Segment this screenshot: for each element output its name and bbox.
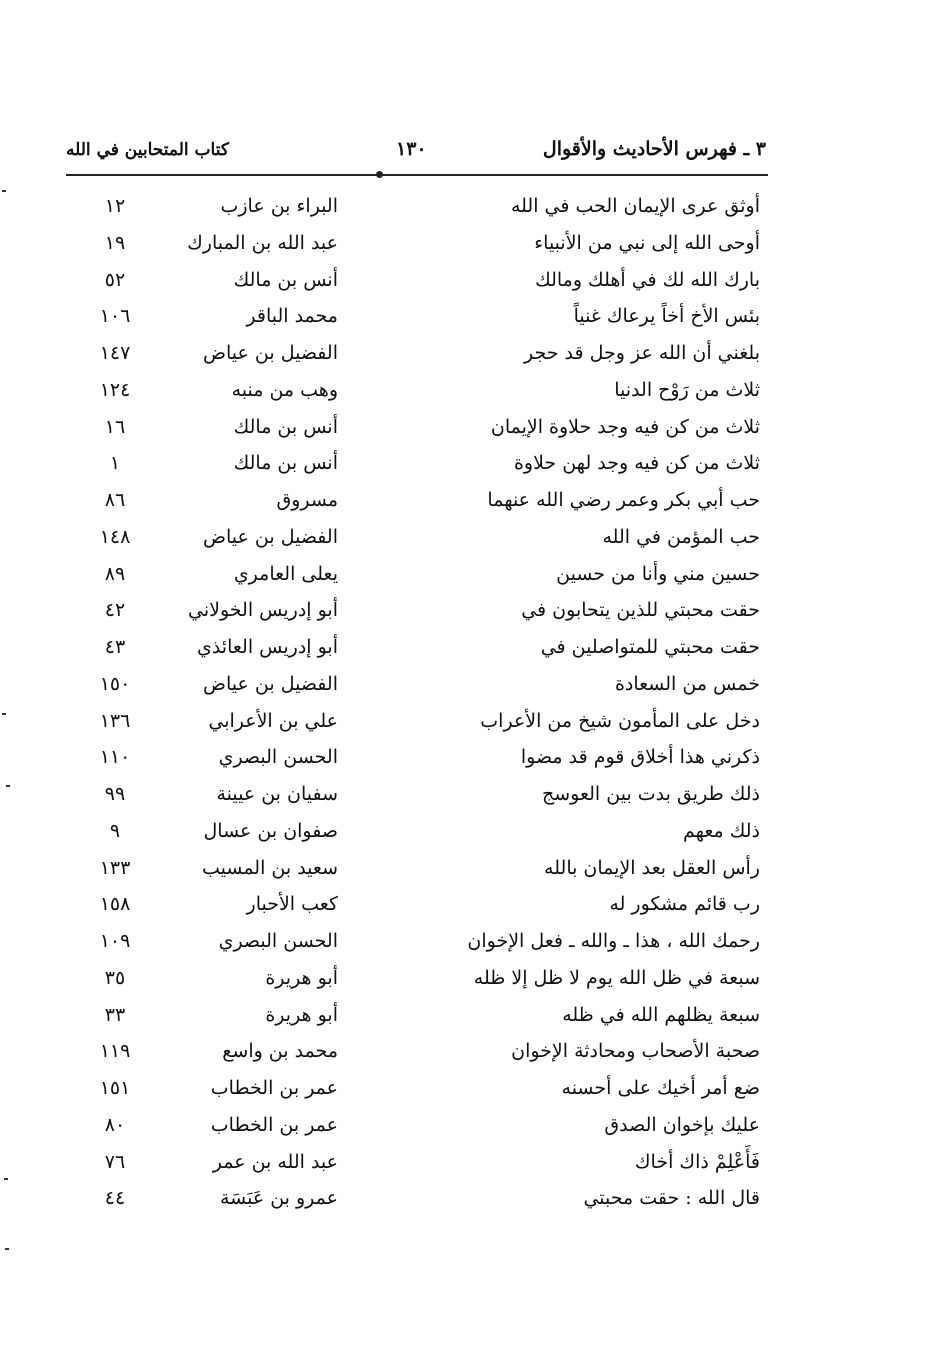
index-entry: [80, 1107, 760, 1144]
page-reference: ١: [109, 452, 121, 475]
index-entry: [80, 1070, 760, 1107]
narrator-name: عمر بن الخطاب: [210, 1113, 338, 1136]
page-reference: ١٠٩: [99, 930, 131, 952]
narrator-name: أبو إدريس الخولاني: [188, 599, 338, 622]
index-entry: [80, 262, 760, 299]
index-entry: [80, 703, 760, 740]
saying-text: سبعة يظلهم الله في ظله: [562, 1003, 760, 1026]
index-entry: [80, 1180, 760, 1217]
page-reference: ٣٥: [104, 966, 126, 989]
saying-text: حب أبي بكر وعمر رضي الله عنهما: [487, 489, 760, 511]
saying-text: ذلك طريق بدت بين العوسج: [541, 783, 760, 805]
index-entry: [80, 445, 760, 482]
scan-mark: [2, 713, 6, 715]
page-reference: ١٦: [104, 415, 126, 438]
saying-text: دخل على المأمون شيخ من الأعراب: [480, 709, 760, 732]
page-reference: ١٥١: [99, 1077, 131, 1099]
index-entry: [80, 335, 760, 372]
header-rule: [66, 174, 768, 176]
saying-text: ثلاث من كن فيه وجد حلاوة الإيمان: [490, 415, 760, 438]
index-entry: [80, 813, 760, 850]
narrator-name: علي بن الأعرابي: [208, 709, 338, 732]
scan-mark: [6, 785, 10, 787]
page-reference: ٣٣: [104, 1003, 126, 1026]
page-number: ١٣٠: [396, 138, 427, 160]
narrator-name: أبو هريرة: [265, 966, 338, 989]
saying-text: بلغني أن الله عز وجل قد حجر: [523, 342, 760, 364]
page-reference: ٤٢: [104, 599, 126, 622]
index-entry: [80, 997, 760, 1034]
index-entry: [80, 482, 760, 519]
saying-text: ذكرني هذا أخلاق قوم قد مضوا: [520, 746, 760, 769]
saying-text: ضع أمر أخيك على أحسنه: [561, 1077, 760, 1099]
narrator-name: مسروق: [276, 489, 338, 511]
index-entry: [80, 739, 760, 776]
narrator-name: عبد الله بن عمر: [212, 1150, 338, 1173]
page-reference: ١٣٦: [99, 709, 131, 732]
saying-text: رأس العقل بعد الإيمان بالله: [544, 856, 760, 879]
narrator-name: يعلى العامري: [233, 562, 338, 585]
page-reference: ١٩: [104, 231, 126, 254]
index-entry: [80, 1033, 760, 1070]
saying-text: صحبة الأصحاب ومحادثة الإخوان: [511, 1040, 760, 1063]
index-entry: [80, 629, 760, 666]
page-reference: ٨٩: [104, 562, 126, 585]
saying-text: بئس الأخ أخاً يرعاك غنياً: [573, 305, 760, 328]
saying-text: قال الله : حقت محبتي: [583, 1187, 760, 1210]
saying-text: حسين مني وأنا من حسين: [556, 562, 760, 585]
page-reference: ١١٠: [99, 746, 131, 769]
page-reference: ١٤٨: [99, 525, 131, 548]
scan-mark: [2, 190, 6, 192]
page-reference: ١٤٧: [99, 342, 131, 364]
narrator-name: كعب الأحبار: [246, 893, 338, 916]
page-reference: ٧٦: [104, 1150, 126, 1173]
saying-text: حقت محبتي للمتواصلين في: [540, 636, 760, 658]
narrator-name: سفيان بن عيينة: [216, 783, 338, 805]
saying-text: أوحى الله إلى نبي من الأنبياء: [534, 231, 760, 254]
page-reference: ٥٢: [104, 268, 126, 291]
narrator-name: عمرو بن عَبَسَة: [219, 1187, 338, 1210]
book-title: كتاب المتحابين في الله: [66, 140, 229, 160]
index-entry: [80, 850, 760, 887]
narrator-name: الفضيل بن عياض: [203, 672, 338, 695]
index-entry: [80, 776, 760, 813]
page-reference: ١٠٦: [99, 305, 131, 328]
page-reference: ١٥٨: [99, 893, 131, 916]
saying-text: حب المؤمن في الله: [602, 525, 760, 548]
narrator-name: أنس بن مالك: [233, 452, 338, 475]
narrator-name: عبد الله بن المبارك: [187, 231, 338, 254]
index-entry: [80, 886, 760, 923]
saying-text: فَأَعْلِمْ ذاك أخاك: [634, 1150, 760, 1173]
page-reference: ٤٣: [104, 636, 126, 658]
narrator-name: محمد بن واسع: [222, 1040, 338, 1063]
page-reference: ٨٦: [104, 489, 126, 511]
narrator-name: سعيد بن المسيب: [201, 856, 338, 879]
page-reference: ١١٩: [99, 1040, 131, 1063]
index-list: [80, 188, 760, 1217]
index-entry: [80, 666, 760, 703]
index-entry: [80, 923, 760, 960]
index-entry: [80, 409, 760, 446]
section-title: ٣ ـ فهرس الأحاديث والأقوال: [542, 138, 766, 160]
index-entry: [80, 372, 760, 409]
header-rule-dot: [376, 171, 383, 178]
narrator-name: الفضيل بن عياض: [203, 342, 338, 364]
saying-text: ذلك معهم: [682, 819, 760, 842]
page-reference: ١٥٠: [99, 672, 131, 695]
saying-text: خمس من السعادة: [614, 672, 760, 695]
narrator-name: الحسن البصري: [218, 746, 338, 769]
saying-text: بارك الله لك في أهلك ومالك: [535, 268, 760, 291]
scan-mark: [5, 1248, 9, 1250]
narrator-name: أبو إدريس العائذي: [196, 636, 338, 658]
saying-text: رب قائم مشكور له: [609, 893, 760, 916]
narrator-name: الفضيل بن عياض: [203, 525, 338, 548]
index-entry: [80, 188, 760, 225]
saying-text: سبعة في ظل الله يوم لا ظل إلا ظله: [473, 966, 760, 989]
saying-text: أوثق عرى الإيمان الحب في الله: [510, 195, 760, 217]
index-entry: [80, 225, 760, 262]
index-entry: [80, 298, 760, 335]
narrator-name: أنس بن مالك: [233, 415, 338, 438]
narrator-name: عمر بن الخطاب: [210, 1077, 338, 1099]
page-reference: ١٣٣: [99, 856, 131, 879]
page-reference: ٩: [109, 819, 121, 842]
page-reference: ٩٩: [104, 783, 126, 805]
narrator-name: أنس بن مالك: [233, 268, 338, 291]
saying-text: عليك بإخوان الصدق: [604, 1113, 760, 1136]
saying-text: ثلاث من رَوْح الدنيا: [614, 378, 760, 401]
index-entry: [80, 592, 760, 629]
narrator-name: الحسن البصري: [218, 930, 338, 952]
index-entry: [80, 1144, 760, 1181]
page-reference: ٨٠: [104, 1113, 126, 1136]
narrator-name: أبو هريرة: [265, 1003, 338, 1026]
narrator-name: البراء بن عازب: [220, 195, 338, 217]
scan-mark: [4, 1178, 8, 1180]
page-reference: ٤٤: [104, 1187, 126, 1210]
index-entry: [80, 960, 760, 997]
page-reference: ١٢: [104, 195, 126, 217]
index-entry: [80, 556, 760, 593]
saying-text: حقت محبتي للذين يتحابون في: [521, 599, 760, 622]
narrator-name: صفوان بن عسال: [203, 819, 338, 842]
running-header: [66, 138, 766, 178]
narrator-name: وهب من منبه: [231, 378, 338, 401]
saying-text: رحمك الله ، هذا ـ والله ـ فعل الإخوان: [467, 930, 760, 952]
narrator-name: محمد الباقر: [246, 305, 338, 328]
index-entry: [80, 519, 760, 556]
saying-text: ثلاث من كن فيه وجد لهن حلاوة: [513, 452, 760, 475]
page-reference: ١٢٤: [99, 378, 131, 401]
